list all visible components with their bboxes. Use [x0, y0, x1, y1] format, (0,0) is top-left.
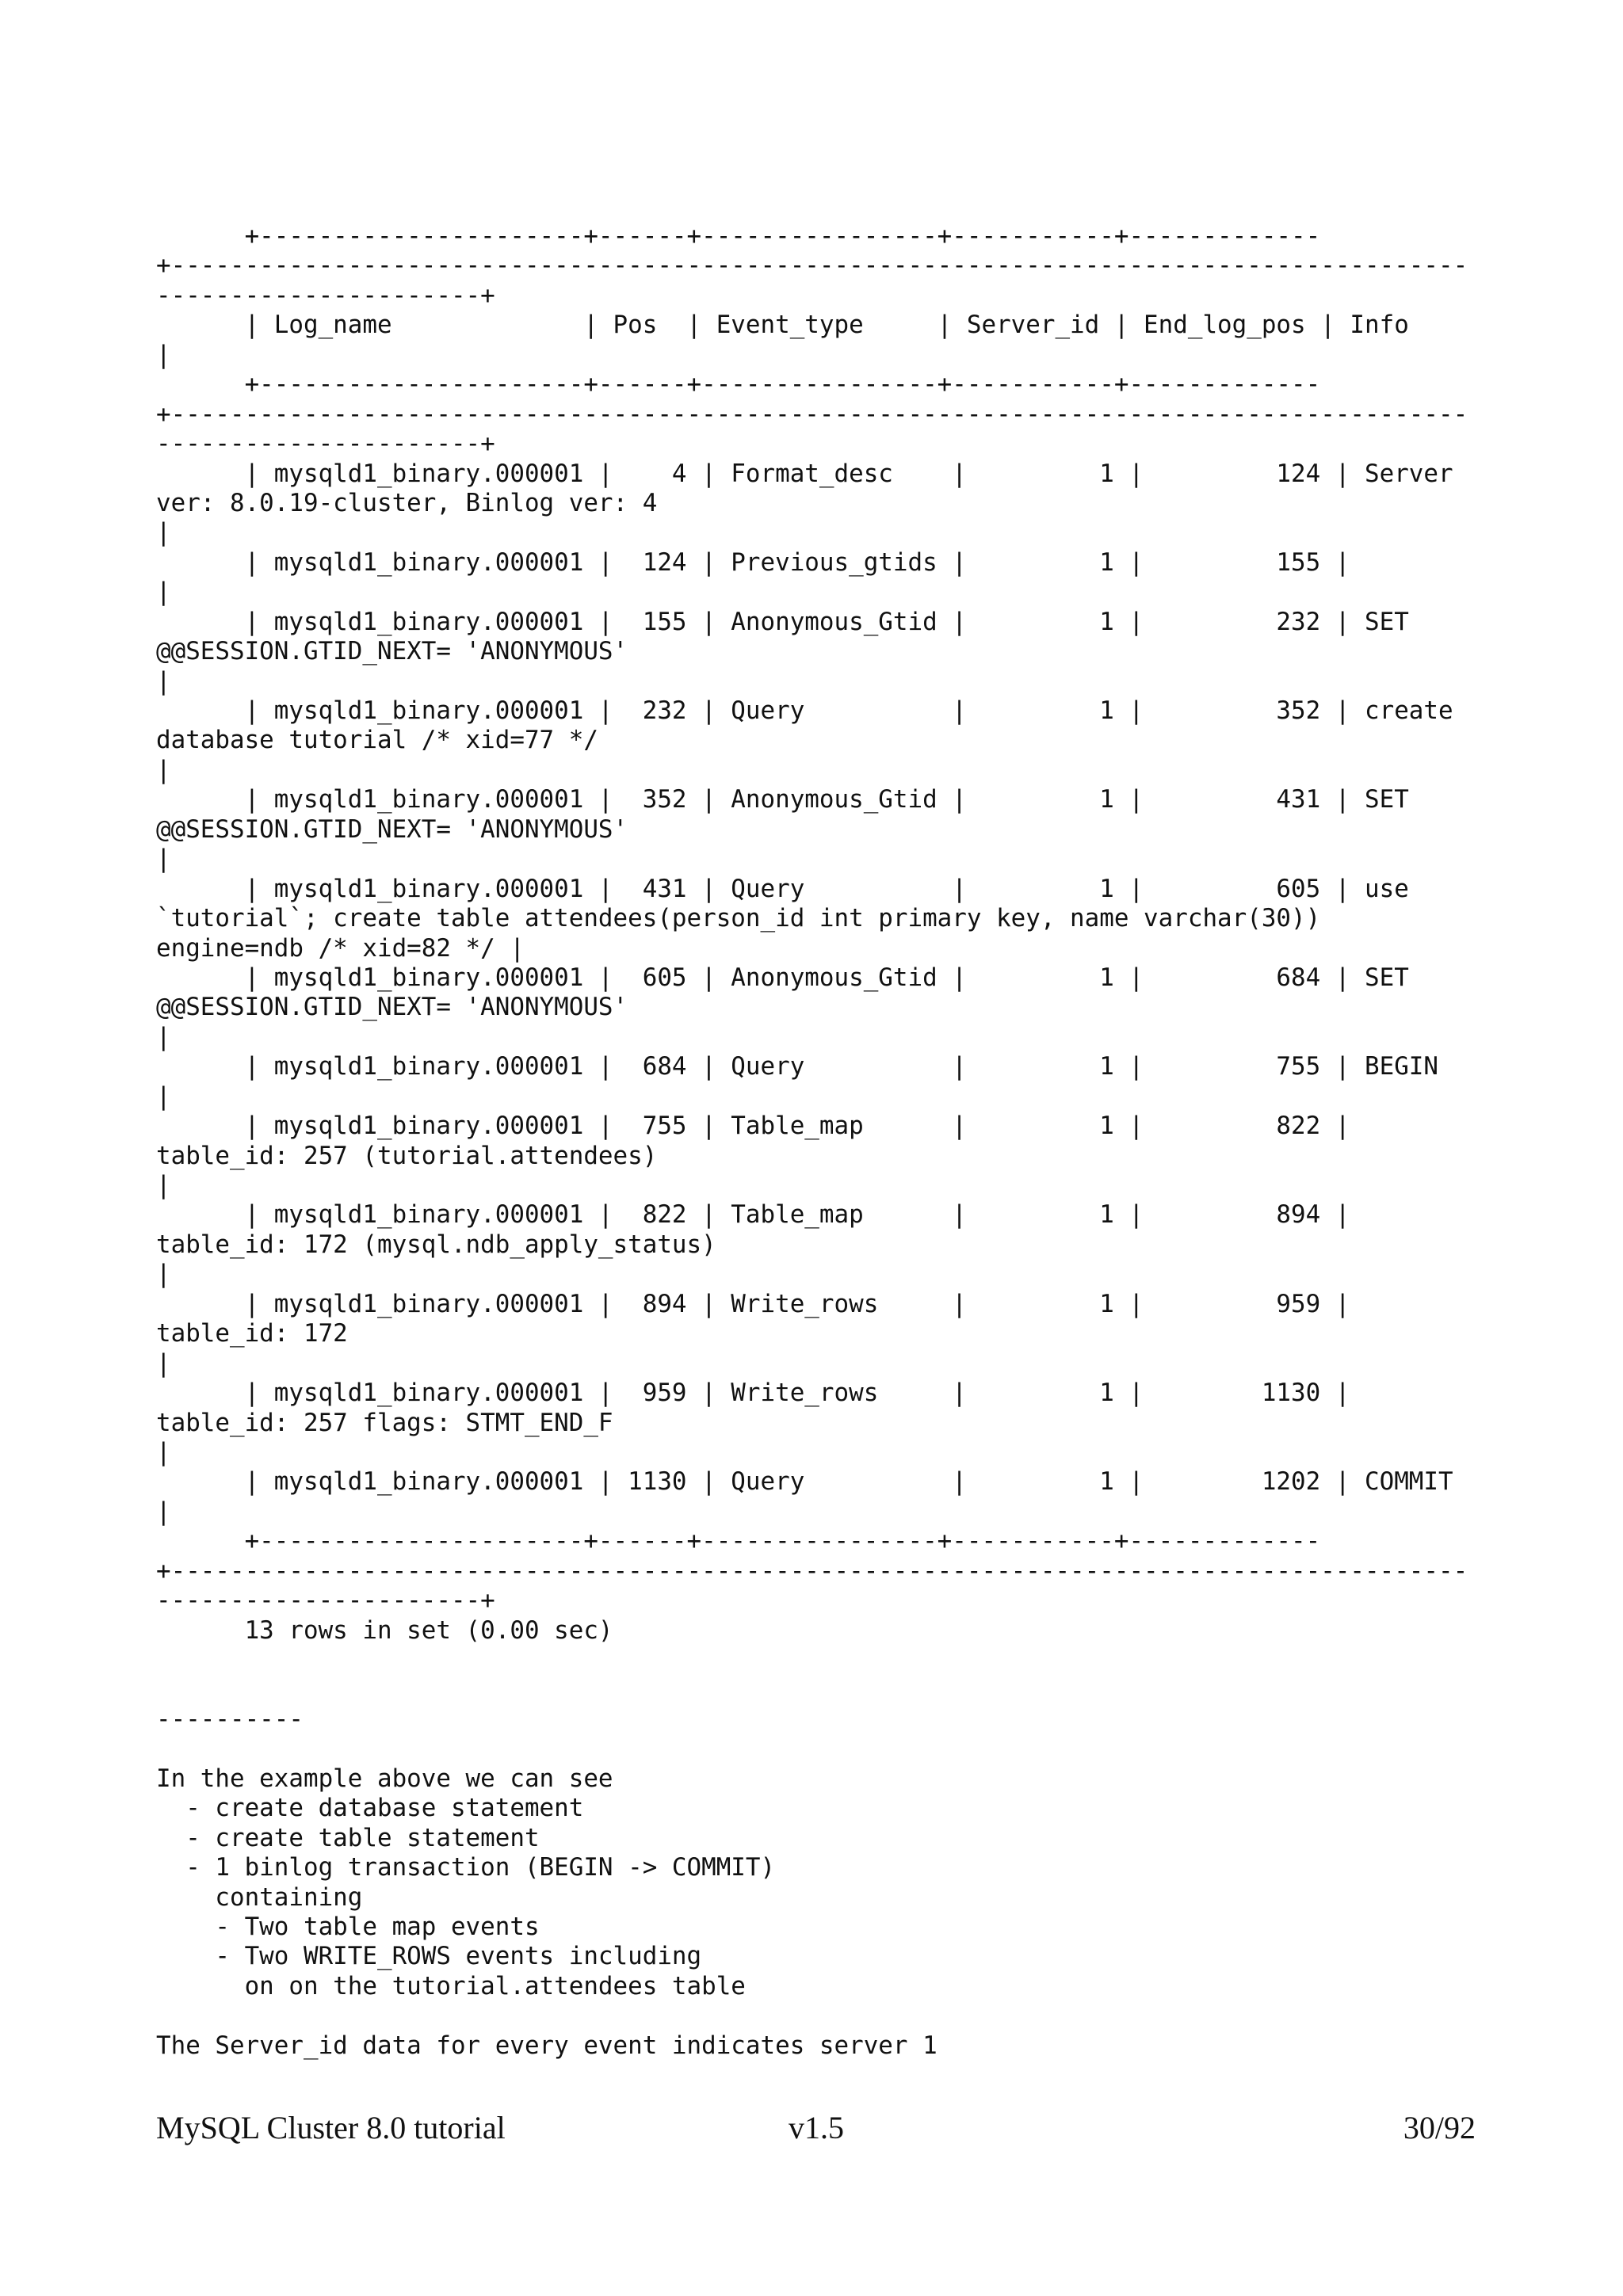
text-line: | [156, 1497, 171, 1526]
text-line: | mysqld1_binary.000001 | 431 | Query | 1 | 605 | use [156, 874, 1409, 903]
text-line: | [156, 666, 171, 696]
text-line: - Two WRITE_ROWS events including [156, 1942, 702, 1971]
text-line: | [156, 845, 171, 874]
text-line: table_id: 257 (tutorial.attendees) [156, 1141, 658, 1170]
text-line: - create table statement [156, 1823, 540, 1852]
text-line: ----------------------+ [156, 1586, 495, 1615]
binlog-output-text [156, 222, 1468, 2061]
text-line: In the example above we can see [156, 1764, 613, 1793]
text-line: table_id: 172 [156, 1319, 348, 1348]
text-line: - create database statement [156, 1794, 584, 1823]
text-line: | mysqld1_binary.000001 | 155 | Anonymous_Gtid | 1 | 232 | SET [156, 607, 1409, 636]
text-line: +---------------------------------------------------------------------------------------- [156, 1556, 1468, 1585]
footer-version: v1.5 [789, 2110, 844, 2145]
text-line: | [156, 1348, 171, 1378]
text-line: | mysqld1_binary.000001 | 124 | Previous_gtids | 1 | 155 | [156, 547, 1350, 577]
text-line: | [156, 1081, 171, 1111]
text-line: | [156, 1022, 171, 1051]
text-line: database tutorial /* xid=77 */ [156, 726, 598, 755]
text-line: 13 rows in set (0.00 sec) [156, 1615, 613, 1645]
text-line: | Log_name | Pos | Event_type | Server_id | End_log_pos | Info [156, 311, 1409, 340]
text-line: +---------------------------------------------------------------------------------------- [156, 399, 1468, 429]
text-line: | mysqld1_binary.000001 | 352 | Anonymous_Gtid | 1 | 431 | SET [156, 785, 1409, 814]
text-line: | mysqld1_binary.000001 | 4 | Format_desc | 1 | 124 | Server [156, 459, 1453, 488]
text-line: engine=ndb /* xid=82 */ | [156, 933, 525, 963]
text-line [156, 2001, 1468, 2031]
text-line: ver: 8.0.19-cluster, Binlog ver: 4 [156, 488, 658, 517]
text-line: | mysqld1_binary.000001 | 822 | Table_map | 1 | 894 | [156, 1200, 1350, 1230]
text-line: +----------------------+------+----------------+-----------+------------- [156, 222, 1321, 250]
text-line: @@SESSION.GTID_NEXT= 'ANONYMOUS' [156, 637, 628, 666]
text-line: +---------------------------------------------------------------------------------------- [156, 251, 1468, 280]
text-line: | mysqld1_binary.000001 | 959 | Write_rows | 1 | 1130 | [156, 1379, 1350, 1408]
text-line: | [156, 1437, 171, 1466]
text-line: table_id: 172 (mysql.ndb_apply_status) [156, 1230, 716, 1259]
text-line: `tutorial`; create table attendees(person_id int primary key, name varchar(30)) [156, 904, 1321, 933]
text-line: @@SESSION.GTID_NEXT= 'ANONYMOUS' [156, 993, 628, 1022]
text-line: +----------------------+------+----------------+-----------+------------- [156, 1527, 1321, 1556]
text-line: - Two table map events [156, 1912, 540, 1941]
text-line: | mysqld1_binary.000001 | 894 | Write_rows | 1 | 959 | [156, 1289, 1350, 1318]
text-line: The Server_id data for every event indicates server 1 [156, 2031, 938, 2060]
text-line [156, 1646, 1468, 1675]
text-line: | mysqld1_binary.000001 | 1130 | Query | 1 | 1202 | COMMIT [156, 1467, 1453, 1497]
text-line: ---------- [156, 1704, 304, 1733]
text-line: | mysqld1_binary.000001 | 232 | Query | 1 | 352 | create [156, 696, 1453, 725]
text-line: | [156, 755, 171, 784]
text-line: @@SESSION.GTID_NEXT= 'ANONYMOUS' [156, 814, 628, 844]
text-line: ----------------------+ [156, 429, 495, 459]
text-line: | mysqld1_binary.000001 | 605 | Anonymous_Gtid | 1 | 684 | SET [156, 963, 1409, 992]
text-line: | [156, 1171, 171, 1199]
text-line: | mysqld1_binary.000001 | 755 | Table_map | 1 | 822 | [156, 1112, 1350, 1141]
text-line: - 1 binlog transaction (BEGIN -> COMMIT) [156, 1853, 776, 1882]
text-line: +----------------------+------+----------------+-----------+------------- [156, 370, 1321, 399]
text-line: | [156, 1260, 171, 1289]
text-line: | mysqld1_binary.000001 | 684 | Query | 1 | 755 | BEGIN [156, 1052, 1439, 1081]
text-line: | [156, 578, 171, 607]
text-line: table_id: 257 flags: STMT_END_F [156, 1408, 613, 1437]
text-line: ----------------------+ [156, 280, 495, 310]
footer-page-number: 30/92 [1403, 2110, 1476, 2145]
text-line: | [156, 518, 171, 547]
text-line: | [156, 340, 171, 369]
text-line: containing [156, 1882, 363, 1912]
text-line: on on the tutorial.attendees table [156, 1971, 746, 2000]
text-line [156, 1675, 1468, 1704]
footer-title: MySQL Cluster 8.0 tutorial [156, 2110, 506, 2145]
text-line [156, 1734, 1468, 1764]
